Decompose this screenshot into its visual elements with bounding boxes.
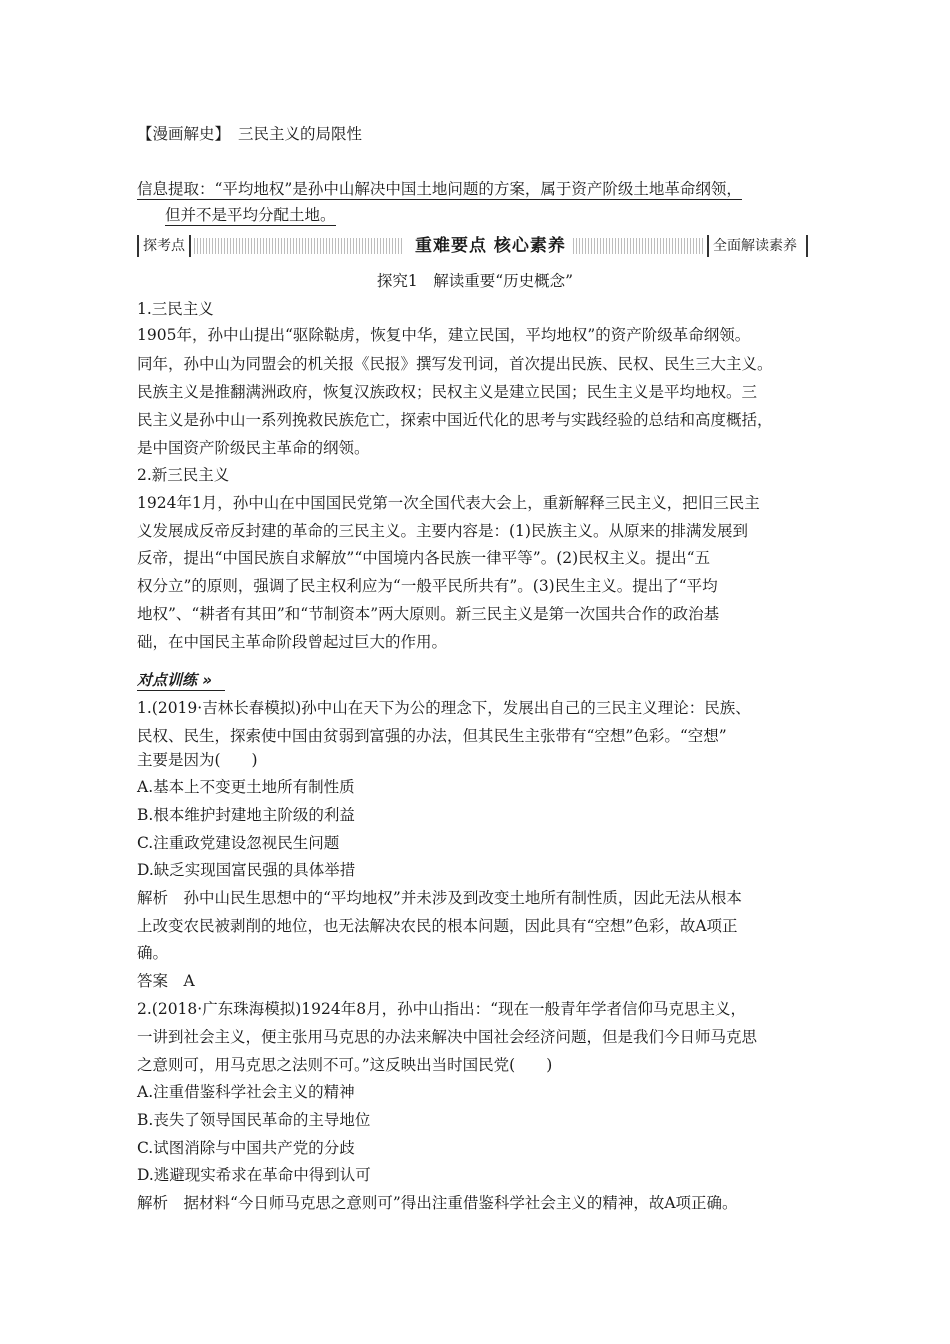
q1-option-a: A.基本上不变更土地所有制性质 (137, 778, 355, 796)
banner-center-title: 重难要点 核心素养 (415, 236, 566, 256)
q2-stem-line: 2.(2018·广东珠海模拟)1924年8月，孙中山指出：“现在一般青年学者信仰马克思主义， (137, 1000, 746, 1018)
section1-line: 民主义是孙中山一系列挽救民族危亡，探索中国近代化的思考与实践经验的总结和高度概括， (137, 411, 773, 429)
explore-title: 探究1 解读重要“历史概念” (376, 272, 574, 290)
q2-option-b: B.丧失了领导国民革命的主导地位 (137, 1111, 371, 1129)
banner-hatch-right (573, 238, 703, 254)
q1-analysis-line: 解析 孙中山民生思想中的“平均地权”并未涉及到改变土地所有制性质，因此无法从根本 (137, 889, 742, 907)
banner-bar-right (806, 235, 808, 257)
banner-bar (189, 235, 191, 257)
section1-line: 是中国资产阶级民主革命的纲领。 (137, 439, 370, 457)
q1-stem-line: 1.(2019·吉林长春模拟)孙中山在天下为公的理念下，发展出自己的三民主义理论：民族、 (137, 699, 751, 717)
q2-analysis-line: 解析 据材料“今日师马克思之意则可”得出注重借鉴科学社会主义的精神，故A项正确。 (137, 1194, 738, 1212)
banner-bar (707, 235, 709, 257)
q1-option-d: D.缺乏实现国富民强的具体举措 (137, 861, 356, 879)
section2-line: 反帝，提出“中国民族自求解放”“中国境内各民族一律平等”。(2)民权主义。提出“五 (137, 549, 711, 567)
training-underline (137, 690, 225, 691)
section1-line: 民族主义是推翻满洲政府，恢复汉族政权；民权主义是建立民国；民生主义是平均地权。三 (137, 383, 758, 401)
section1-heading: 1.三民主义 (137, 300, 214, 318)
q1-answer: 答案 A (137, 972, 195, 990)
info-line-2 (165, 205, 336, 225)
q2-option-a: A.注重借鉴科学社会主义的精神 (137, 1083, 355, 1101)
comic-title: 三民主义的局限性 (238, 125, 363, 143)
q1-analysis-line: 上改变农民被剥削的地位，也无法解决农民的根本问题，因此具有“空想”色彩，故A项正 (137, 917, 738, 935)
section2-line: 础，在中国民主革命阶段曾起过巨大的作用。 (137, 633, 448, 651)
section2-line: 义发展成反帝反封建的革命的三民主义。主要内容是：(1)民族主义。从原来的排满发展到 (137, 522, 748, 540)
q2-option-c: C.试图消除与中国共产党的分歧 (137, 1139, 355, 1157)
banner-right-label: 全面解读素养 (713, 238, 797, 254)
section2-line: 1924年1月，孙中山在中国国民党第一次全国代表大会上，重新解释三民主义，把旧三民主 (137, 494, 760, 512)
banner-hatch-left (194, 238, 402, 254)
comic-tag: 【漫画解史】 (137, 125, 231, 143)
q1-option-b: B.根本维护封建地主阶级的利益 (137, 806, 355, 824)
section1-line: 1905年，孙中山提出“驱除鞑虏，恢复中华，建立民国，平均地权”的资产阶级革命纲领。 (137, 326, 751, 344)
q1-analysis-line: 确。 (137, 944, 169, 962)
section2-heading: 2.新三民主义 (137, 466, 230, 484)
info-line-1 (137, 179, 742, 199)
training-label: 对点训练 » (137, 671, 212, 689)
comic-heading (137, 124, 362, 144)
section2-line: 权分立”的原则，强调了民主权利应为“一般平民所共有”。(3)民生主义。提出了“平均 (137, 577, 718, 595)
section2-line: 地权”、“耕者有其田”和“节制资本”两大原则。新三民主义是第一次国共合作的政治基 (137, 605, 720, 623)
info-text-2: 但并不是平均分配土地。 (165, 206, 336, 224)
section-banner (137, 235, 808, 257)
q2-stem-line: 之意则可，用马克思之法则不可。”这反映出当时国民党( ) (137, 1056, 553, 1074)
q1-stem-line: 主要是因为( ) (137, 751, 258, 769)
q2-option-d: D.逃避现实希求在革命中得到认可 (137, 1166, 371, 1184)
q1-stem-line: 民权、民生，探索使中国由贫弱到富强的办法，但其民生主张带有“空想”色彩。“空想” (137, 727, 727, 745)
q1-option-c: C.注重政党建设忽视民生问题 (137, 834, 340, 852)
info-text-1: 信息提取：“平均地权”是孙中山解决中国土地问题的方案，属于资产阶级土地革命纲领， (137, 180, 742, 198)
q2-stem-line: 一讲到社会主义，便主张用马克思的办法来解决中国社会经济问题，但是我们今日师马克思 (137, 1028, 758, 1046)
banner-left-label: 探考点 (143, 238, 185, 254)
banner-bar-left (137, 235, 139, 257)
section1-line: 同年，孙中山为同盟会的机关报《民报》撰写发刊词，首次提出民族、民权、民生三大主义。 (137, 355, 773, 373)
